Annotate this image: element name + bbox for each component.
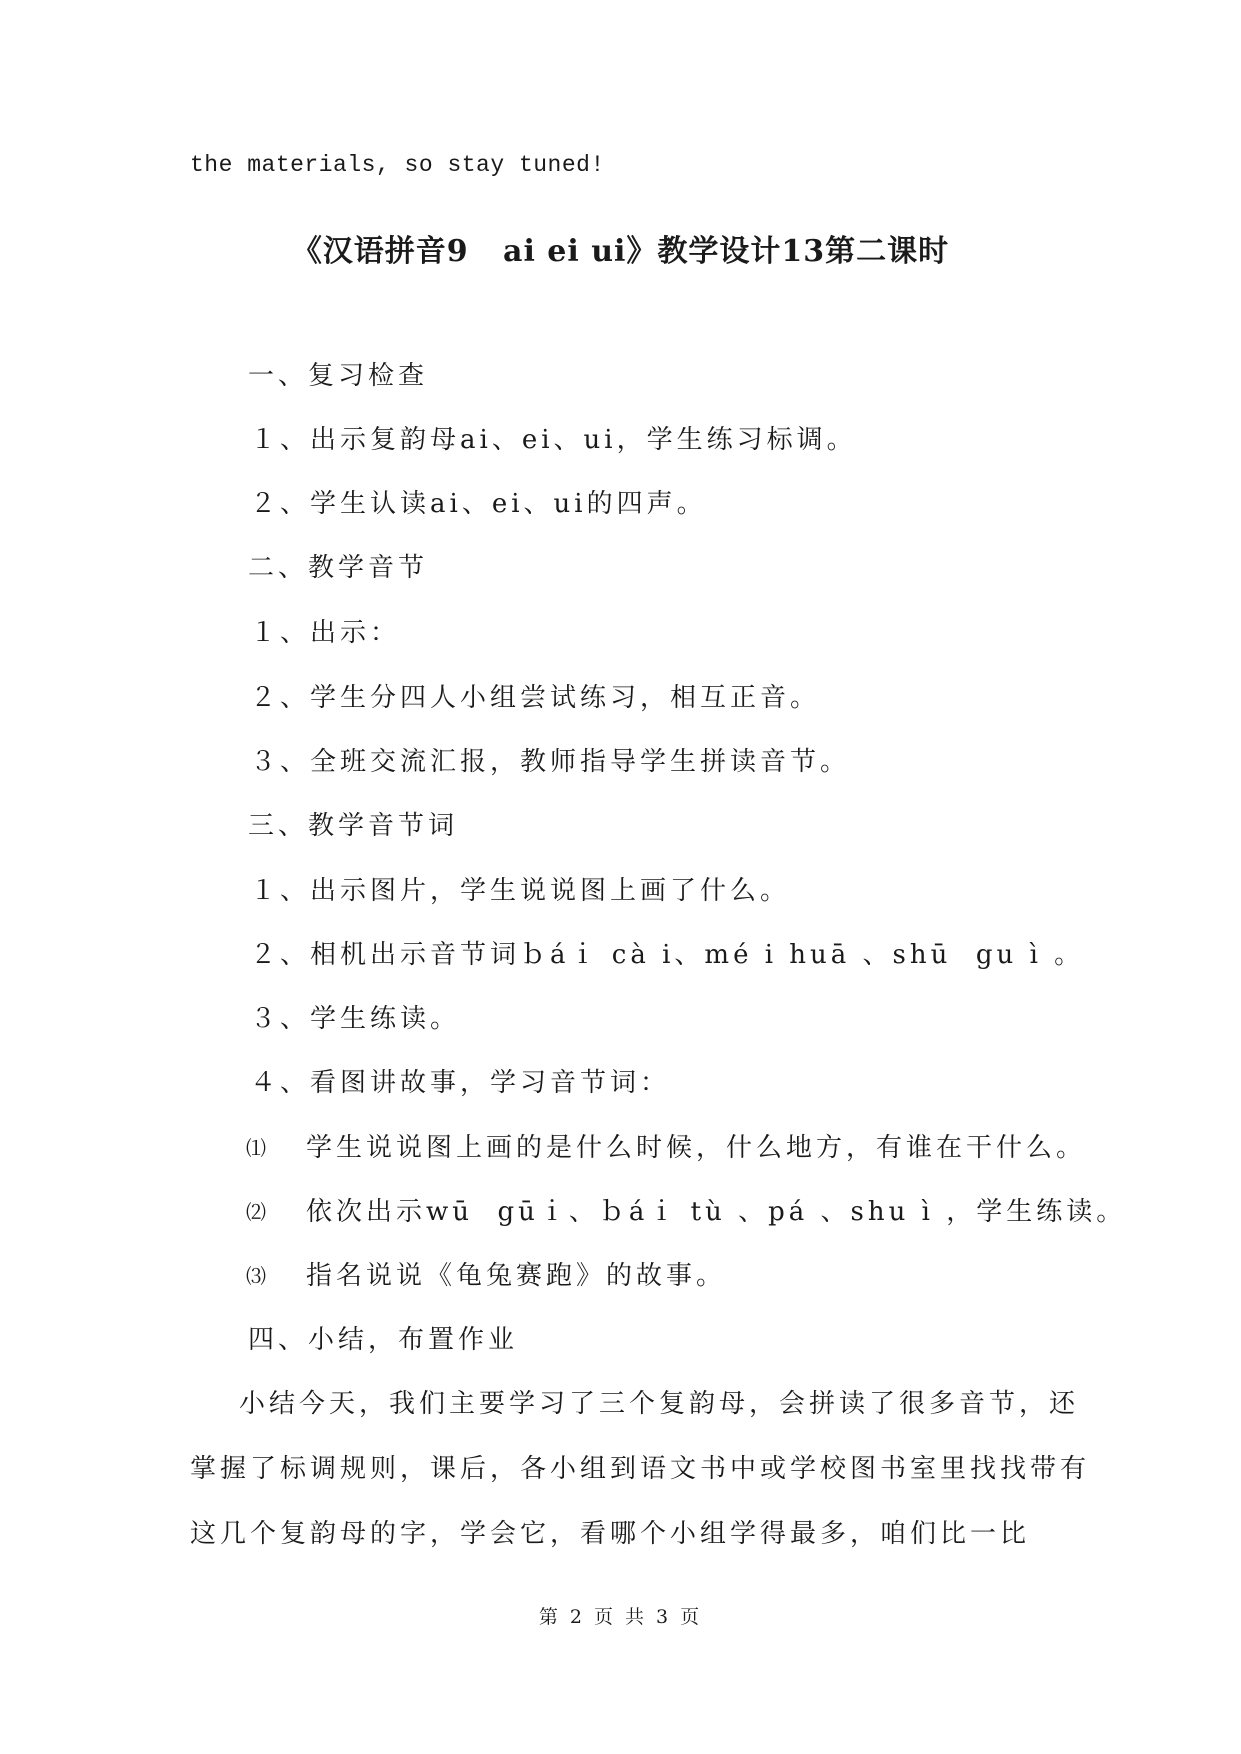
list-item: ２、学生认读ai、ei、ui的四声。 xyxy=(250,489,707,519)
section-heading-syllable-words: 三、教学音节词 xyxy=(248,811,459,841)
section-heading-review: 一、复习检查 xyxy=(248,361,429,391)
page-number-footer: 第 2 页 共 3 页 xyxy=(538,1606,703,1628)
numbered-marker: ⑵ xyxy=(246,1200,266,1224)
list-item: ２、学生分四人小组尝试练习，相互正音。 xyxy=(250,683,821,713)
carry-over-text: the materials, so stay tuned! xyxy=(190,152,605,178)
paragraph-line: 这几个复韵母的字，学会它，看哪个小组学得最多，咱们比一比 xyxy=(190,1519,1031,1549)
section-heading-summary: 四、小结，布置作业 xyxy=(248,1325,519,1355)
list-item: ４、看图讲故事，学习音节词： xyxy=(250,1068,671,1098)
list-item: ２、相机出示音节词ｂáｉ cà i、mé i huā 、shū gu ì 。 xyxy=(250,940,1085,970)
list-item: ３、全班交流汇报，教师指导学生拼读音节。 xyxy=(250,747,851,777)
list-item: １、出示图片，学生说说图上画了什么。 xyxy=(250,876,791,906)
numbered-marker: ⑶ xyxy=(246,1264,266,1288)
numbered-item: 依次出示wū gūｉ、ｂáｉ tù 、pá 、shu ì ，学生练读。 xyxy=(306,1197,1127,1227)
numbered-marker: ⑴ xyxy=(246,1136,266,1160)
list-item: ３、学生练读。 xyxy=(250,1004,461,1034)
paragraph-line: 掌握了标调规则，课后，各小组到语文书中或学校图书室里找找带有 xyxy=(190,1454,1091,1484)
document-title: 《汉语拼音9 ai ei ui》教学设计13第二课时 xyxy=(291,234,950,269)
list-item: １、出示复韵母ai、ei、ui，学生练习标调。 xyxy=(250,425,857,455)
section-heading-syllables: 二、教学音节 xyxy=(248,553,429,583)
numbered-item: 学生说说图上画的是什么时候，什么地方，有谁在干什么。 xyxy=(306,1133,1087,1163)
numbered-item: 指名说说《龟兔赛跑》的故事。 xyxy=(306,1261,727,1291)
list-item: １、出示： xyxy=(250,618,401,648)
paragraph-line: 小结今天，我们主要学习了三个复韵母，会拼读了很多音节，还 xyxy=(190,1389,1080,1419)
